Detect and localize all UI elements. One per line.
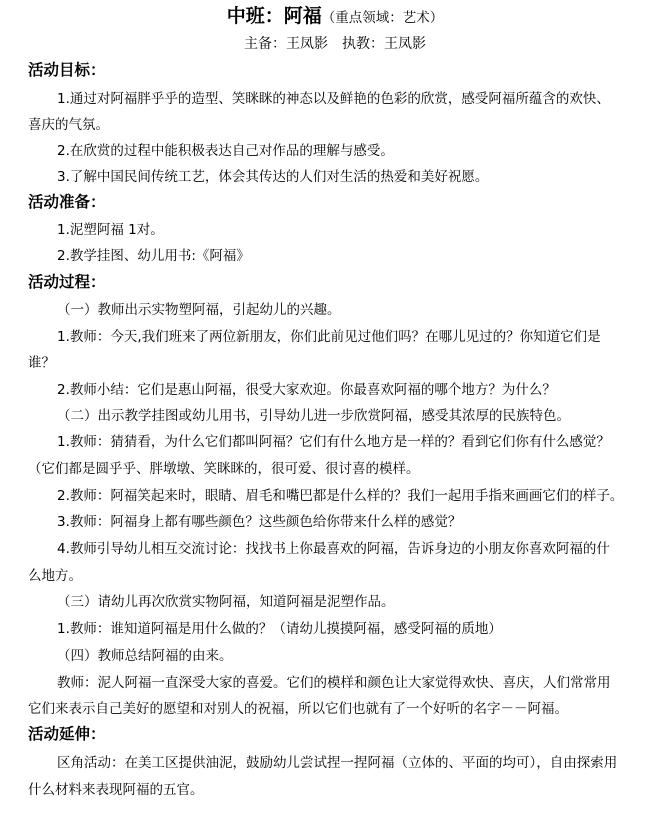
section-heading-goals: 活动目标： bbox=[28, 61, 106, 79]
process-item: 么地方。 bbox=[28, 568, 82, 584]
prep-item: 1.泥塑阿福 1对。 bbox=[57, 222, 164, 238]
process-item: （它们都是圆乎乎、胖墩墩、笑眯眯的，很可爱、很讨喜的模样。 bbox=[28, 461, 420, 477]
title-subtitle: （重点领域：艺术） bbox=[321, 10, 444, 26]
process-item: （三）请幼儿再次欣赏实物阿福，知道阿福是泥塑作品。 bbox=[57, 594, 395, 610]
extension-item: 什么材料来表现阿福的五官。 bbox=[28, 782, 204, 798]
section-heading-prep: 活动准备： bbox=[28, 193, 106, 211]
section-heading-process: 活动过程： bbox=[28, 273, 106, 291]
process-item: 3.教师：阿福身上都有哪些颜色？这些颜色给你带来什么样的感觉？ bbox=[57, 514, 462, 530]
section-heading-extension: 活动延伸： bbox=[28, 725, 106, 743]
process-item: 2.教师小结：它们是惠山阿福，很受大家欢迎。你最喜欢阿福的哪个地方？为什么？ bbox=[57, 382, 556, 398]
process-item: 1.教师：谁知道阿福是用什么做的？（请幼儿摸摸阿福，感受阿福的质地） bbox=[57, 621, 502, 637]
prep-item: 2.教学挂图、幼儿用书:《阿福》 bbox=[57, 248, 250, 264]
process-item: （四）教师总结阿福的由来。 bbox=[57, 648, 233, 664]
process-item: 1.教师：今天,我们班来了两位新朋友，你们此前见过他们吗？在哪儿见过的？你知道它们是 bbox=[57, 329, 601, 345]
process-item: （二）出示教学挂图或幼儿用书，引导幼儿进一步欣赏阿福，感受其浓厚的民族特色。 bbox=[57, 408, 570, 424]
extension-item: 区角活动：在美工区提供油泥，鼓励幼儿尝试捏一捏阿福（立体的、平面的均可），自由探索用 bbox=[57, 755, 618, 771]
process-item: 1.教师：猜猜看，为什么它们都叫阿福？它们有什么地方是一样的？看到它们你有什么感觉？ bbox=[57, 434, 610, 450]
process-item: （一）教师出示实物塑阿福，引起幼儿的兴趣。 bbox=[57, 302, 341, 318]
page-title bbox=[0, 4, 670, 30]
goals-item: 2.在欣赏的过程中能积极表达自己对作品的理解与感受。 bbox=[57, 143, 394, 159]
process-item: 4.教师引导幼儿相互交流讨论：找找书上你最喜欢的阿福，告诉身边的小朋友你喜欢阿福的什 bbox=[57, 541, 610, 557]
process-item: 谁？ bbox=[28, 355, 55, 371]
goals-item: 3.了解中国民间传统工艺，体会其传达的人们对生活的热爱和美好祝愿。 bbox=[57, 169, 489, 185]
process-item: 2.教师：阿福笑起来时，眼睛、眉毛和嘴巴都是什么样的？我们一起用手指来画画它们的样子。 bbox=[57, 488, 624, 504]
authors-line: 主备：王凤影 执教：王凤影 bbox=[244, 36, 426, 52]
goals-item: 喜庆的气氛。 bbox=[28, 117, 109, 133]
title-main: 中班：阿福 bbox=[226, 5, 322, 27]
goals-item: 1.通过对阿福胖乎乎的造型、笑眯眯的神态以及鲜艳的色彩的欣赏，感受阿福所蕴含的欢快、 bbox=[57, 91, 610, 107]
process-item: 它们来表示自己美好的愿望和对别人的祝福，所以它们也就有了一个好听的名字－－阿福。 bbox=[28, 701, 568, 717]
process-item: 教师：泥人阿福一直深受大家的喜爱。它们的模样和颜色让大家觉得欢快、喜庆，人们常常用 bbox=[57, 675, 611, 691]
